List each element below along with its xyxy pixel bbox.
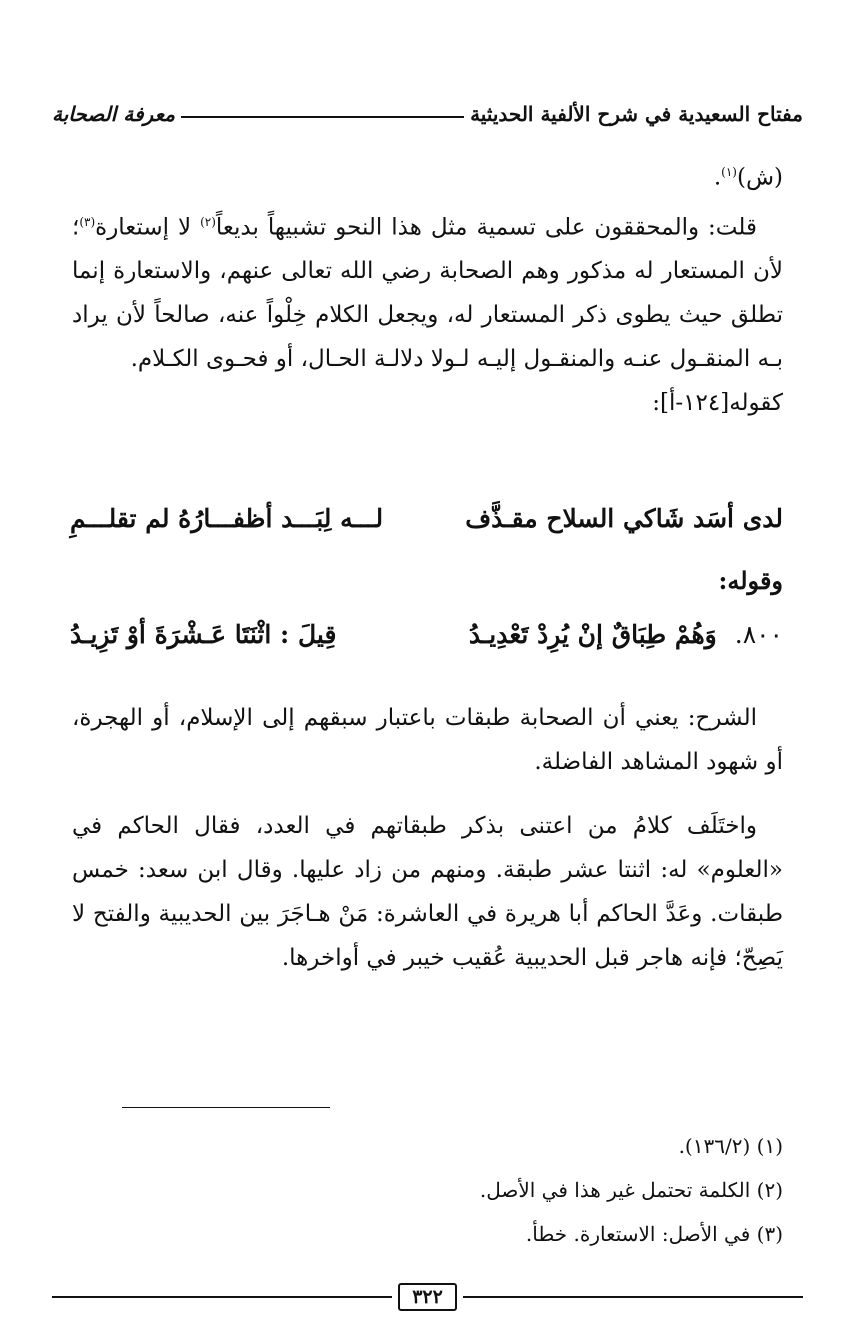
p1-part1: قلت: والمحققون على تسمية مثل هذا النحو تشبيهاً بديعاً (215, 214, 757, 241)
paragraph-1 (72, 200, 783, 382)
paragraph-3: واختَلَف كلامُ من اعتنى بذكر طبقاتهم في العدد، فقال الحاكم في «العلوم» له: اثنتا عشر طبقة. ومنهم من زاد عليها. وقال ابن سعد: خمس طبقات. وعَدَّ الحاكم أبا هريرة في العاشرة: مَنْ هـاجَرَ بين الحديبية والفتح لا يَصِحّ؛ فإنه هاجر قبل الحديبية عُقيب خيبر في أواخرها. (72, 813, 783, 971)
verse-number: ٨٠٠. (734, 619, 783, 649)
main-text-upper (72, 150, 783, 425)
footer-rule-left (52, 1296, 392, 1298)
running-header (52, 86, 803, 126)
example-intro: كقوله[١٢٤-أ]: (652, 390, 783, 417)
page-footer (52, 1282, 803, 1312)
header-rule (181, 116, 464, 118)
footnotes (72, 1124, 783, 1256)
footnote-3: (٣) في الأصل: الاستعارة. خطأ. (525, 1222, 783, 1246)
verse2-left-hemistich: قِيلَ : اثْنَتَا عَـشْرَةَ أوْ تَزِيـدُ (70, 619, 337, 649)
footer-rule-right (463, 1296, 803, 1298)
verse1-left-hemistich: لـــه لِبَـــد أظفـــارُهُ لم تقلـــمِ (70, 503, 384, 533)
verse2-right-hemistich: وَهُمْ طِبَاقٌ إنْ يُرِدْ تَعْدِيـدُ (468, 619, 717, 649)
main-text-lower (72, 696, 783, 980)
footnote-ref-3: (٣) (79, 214, 96, 229)
book-title: مفتاح السعيدية في شرح الألفية الحديثية (470, 102, 803, 126)
footnote-2: (٢) الكلمة تحتمل غير هذا في الأصل. (479, 1178, 783, 1202)
footnote-separator (122, 1107, 330, 1108)
footnote-ref-2: (٢) (200, 214, 216, 229)
page-number: ٣٢٢ (398, 1283, 457, 1311)
sharh-paragraph: الشرح: يعني أن الصحابة طبقات باعتبار سبقهم إلى الإسلام، أو الهجرة، أو شهود المشاهد الفاضلة. (72, 705, 783, 775)
poetry-verse-2 (70, 612, 783, 656)
verse2-right-group (469, 620, 783, 649)
p1-part3: ؛ لأن المستعار له مذكور وهم الصحابة رضي الله تعالى عنهم، والاستعارة إنما تطلق حيث يطوى ذكر المستعار له، ويجعل الكلام خِلْواً عنه، صالحاً لأن يراد بـه المنقـول عنـه والمنقـول إليـه لـولا دلالـة الحـال، أو فحـوى الكـلام. (72, 214, 783, 373)
opening-end: . (713, 164, 722, 191)
p1-part2: لا إستعارة (95, 214, 201, 241)
opening-line (72, 150, 783, 200)
footnote-1: (١) (١٣٦/٢). (678, 1134, 783, 1158)
verse1-right-hemistich: لدى أسَد شَاكي السلاح مقـذَّف (465, 503, 783, 533)
footnote-ref-1: (١) (721, 165, 737, 179)
waqawluhu-label: وقوله: (718, 566, 783, 595)
opening-text: (ش) (736, 164, 783, 191)
chapter-title: معرفة الصحابة (52, 102, 175, 126)
poetry-verse-1 (70, 496, 783, 540)
